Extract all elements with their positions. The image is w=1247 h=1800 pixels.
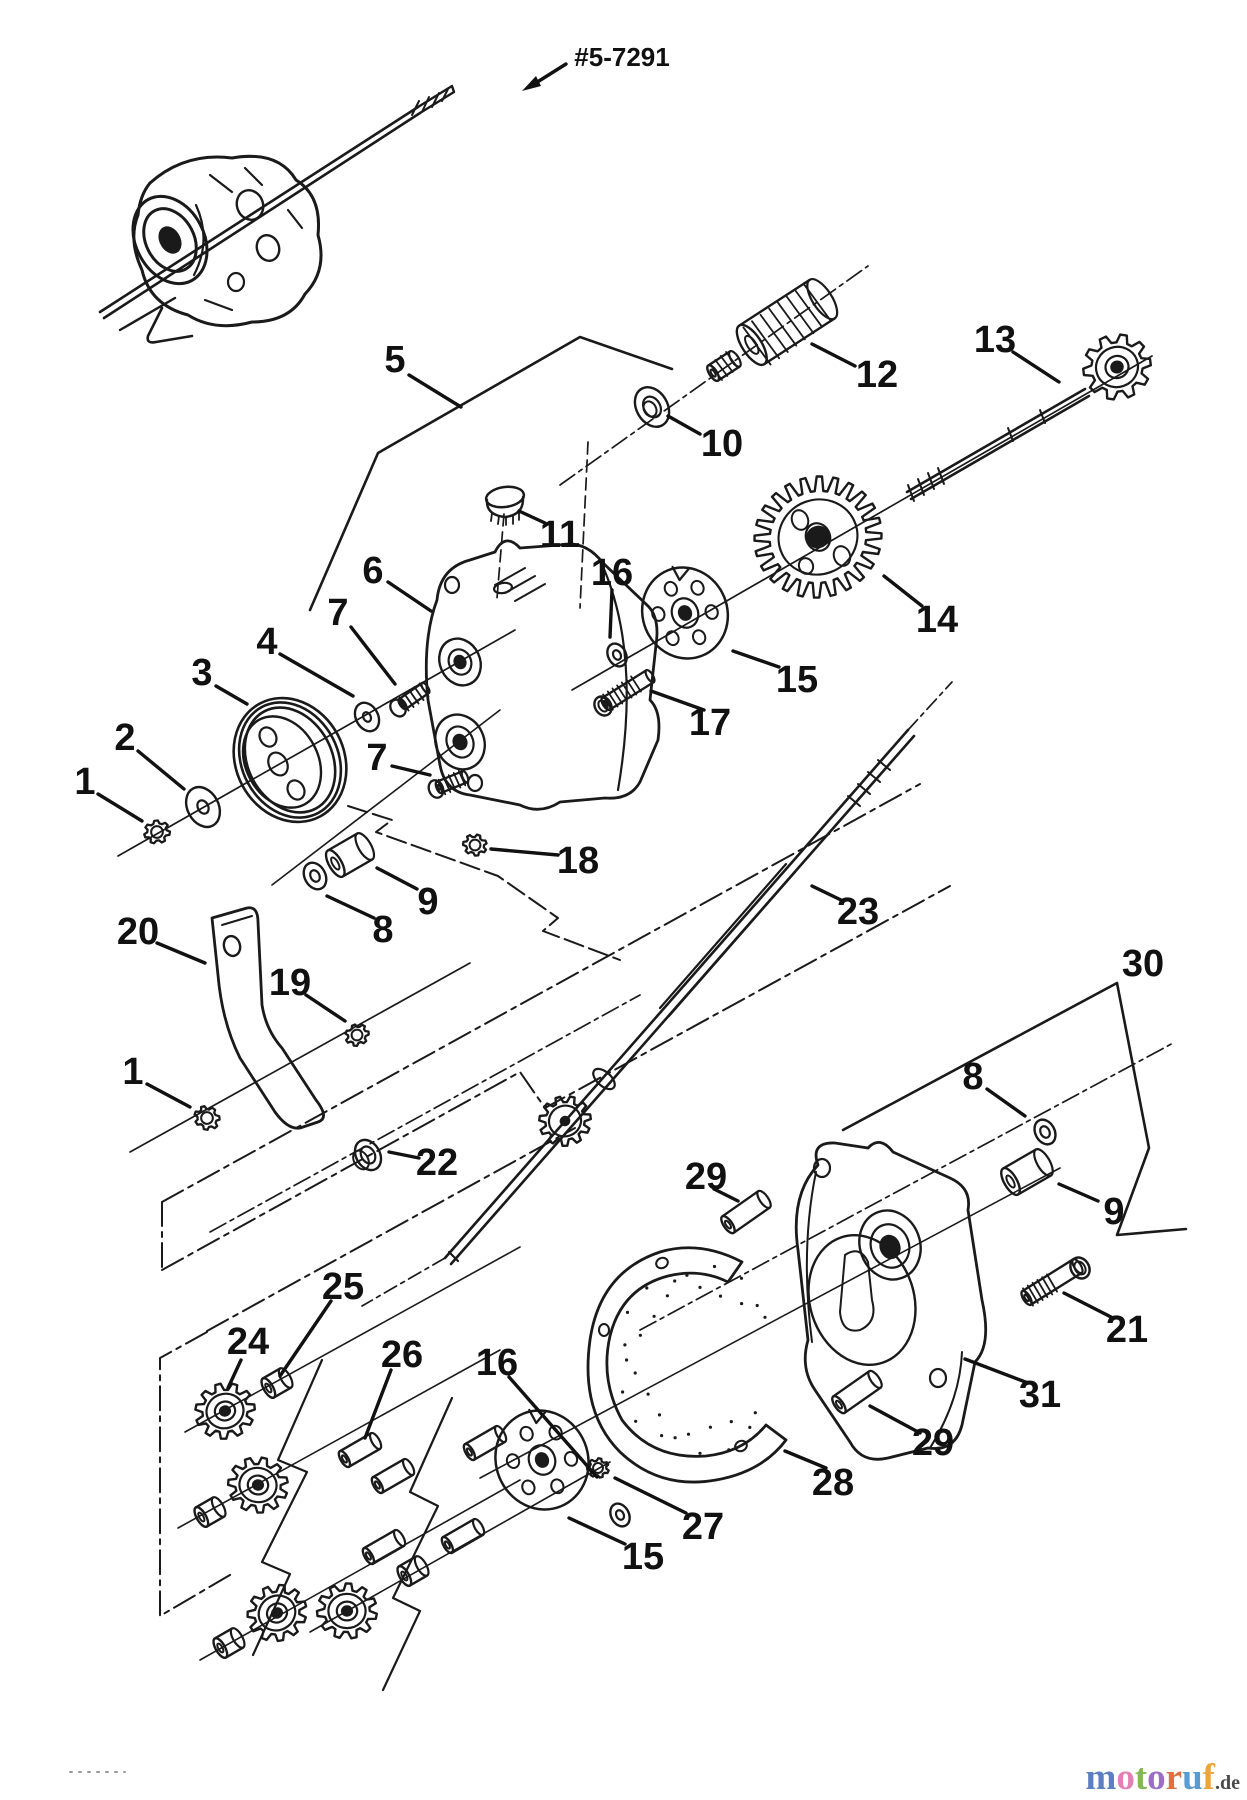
leader-line-22	[389, 1152, 419, 1158]
part-28-gasket	[588, 1248, 786, 1482]
watermark-letter: u	[1182, 1757, 1203, 1798]
leader-line-26	[365, 1370, 391, 1438]
callout-7: 7	[327, 592, 349, 634]
part-18-lock-nut	[463, 835, 487, 856]
callout-9: 9	[1103, 1191, 1125, 1233]
part-16-washer-lower	[607, 1500, 634, 1530]
part-8-washer-left	[299, 859, 330, 893]
part-25-bushing-a	[259, 1366, 295, 1400]
leader-line-7	[351, 627, 395, 684]
leader-line-9	[1059, 1184, 1098, 1201]
part-1-flange-nut	[144, 821, 170, 844]
part-4-washer	[350, 699, 384, 736]
leader-line-16	[610, 590, 612, 637]
watermark-letter: f	[1202, 1757, 1215, 1798]
callout-29: 29	[684, 1156, 728, 1198]
watermark-letter: r	[1165, 1757, 1183, 1798]
callout-17: 17	[688, 702, 732, 744]
part-21-bolt	[1019, 1254, 1093, 1307]
callout-12: 12	[855, 354, 899, 396]
part-25-bushing-b	[192, 1495, 228, 1529]
callout-26: 26	[380, 1334, 424, 1376]
part-14-large-gear	[755, 476, 882, 597]
part-23-pinion-gear	[539, 1097, 591, 1146]
leader-line-16	[509, 1377, 597, 1477]
part-7-screw-a	[387, 682, 431, 720]
leader-line-9	[377, 868, 417, 889]
part-31-axle-housing	[792, 1142, 986, 1459]
part-26-pin-b	[370, 1457, 417, 1494]
leader-line-1	[147, 1084, 190, 1107]
group-boundary-lines	[160, 337, 1186, 1690]
watermark-letter: o	[1116, 1757, 1135, 1798]
callout-23: 23	[836, 891, 880, 933]
leader-line-15	[569, 1518, 625, 1544]
part-10-bearing	[628, 381, 676, 433]
part-20-bracket	[212, 908, 324, 1128]
callout-31: 31	[1018, 1374, 1062, 1416]
leader-line-19	[306, 995, 345, 1021]
callout-16: 16	[475, 1342, 519, 1384]
part-11-cap	[485, 484, 525, 525]
assembled-transaxle-illustration	[100, 86, 454, 342]
callout-6: 6	[362, 550, 384, 592]
callout-18: 18	[556, 840, 600, 882]
part-13-gear	[1083, 335, 1151, 400]
callout-7: 7	[366, 737, 388, 779]
part-19-lock-nut	[346, 1025, 369, 1046]
callout-2: 2	[114, 717, 136, 759]
callout-5: 5	[384, 339, 406, 381]
leader-line-10	[668, 416, 700, 434]
watermark-letter: o	[1147, 1757, 1166, 1798]
callout-8: 8	[962, 1056, 984, 1098]
callout-28: 28	[811, 1462, 855, 1504]
callout-27: 27	[681, 1506, 725, 1548]
callout-1: 1	[74, 761, 96, 803]
part-24-gear-a	[195, 1384, 254, 1439]
watermark-letter: t	[1134, 1757, 1148, 1798]
ref-label: #5-7291	[574, 42, 670, 72]
part-3-pulley	[212, 678, 367, 842]
leader-line-12	[812, 344, 855, 366]
ref-arrow	[522, 64, 566, 91]
part-9-spacer-left	[322, 830, 377, 879]
callout-9: 9	[417, 881, 439, 923]
callout-16: 16	[590, 552, 634, 594]
leader-line-1	[98, 794, 142, 821]
leader-line-8	[987, 1089, 1025, 1116]
part-1-flange-nut-lower	[195, 1106, 220, 1130]
callout-29: 29	[911, 1422, 955, 1464]
callout-25: 25	[321, 1266, 365, 1308]
leader-line-13	[1013, 352, 1059, 382]
callout-22: 22	[415, 1142, 459, 1184]
callout-20: 20	[116, 911, 160, 953]
callout-14: 14	[915, 599, 959, 641]
callout-11: 11	[539, 514, 581, 556]
callout-13: 13	[973, 319, 1017, 361]
watermark-letter: m	[1085, 1757, 1117, 1798]
part-26-pin-c	[361, 1528, 408, 1565]
leader-line-2	[138, 751, 184, 789]
watermark-motoruf	[1086, 1759, 1241, 1796]
leader-line-5	[409, 375, 461, 407]
callout-30: 30	[1121, 943, 1165, 985]
part-24-gear-d	[317, 1583, 377, 1638]
leader-line-15	[733, 651, 779, 667]
part-23-cross-shaft	[445, 730, 914, 1264]
part-17-bolt	[591, 669, 656, 719]
callout-15: 15	[775, 659, 819, 701]
leader-line-21	[1064, 1293, 1111, 1317]
callout-8: 8	[372, 909, 394, 951]
part-7-screw-b	[426, 770, 469, 800]
callout-21: 21	[1105, 1309, 1149, 1351]
callout-10: 10	[700, 423, 744, 465]
leader-line-8	[327, 896, 374, 918]
watermark-suffix: .de	[1215, 1772, 1240, 1794]
leader-line-20	[157, 943, 205, 963]
leader-line-4	[280, 654, 353, 696]
callout-4: 4	[256, 621, 278, 663]
callout-15: 15	[621, 1536, 665, 1578]
callout-1: 1	[122, 1051, 144, 1093]
part-8-washer-right	[1030, 1116, 1059, 1148]
leader-line-3	[216, 686, 247, 704]
callout-3: 3	[191, 652, 213, 694]
leader-line-18	[491, 849, 558, 855]
part-9-spacer-right	[998, 1146, 1057, 1197]
callout-19: 19	[268, 962, 312, 1004]
part-24-gear-c	[248, 1585, 307, 1641]
part-15-spider-upper	[629, 554, 742, 671]
leader-line-6	[388, 582, 431, 611]
part-26-pin-d	[440, 1517, 487, 1554]
part-24-gear-b	[228, 1458, 288, 1513]
part-26-pin-e	[462, 1424, 509, 1461]
callout-24: 24	[226, 1321, 270, 1363]
